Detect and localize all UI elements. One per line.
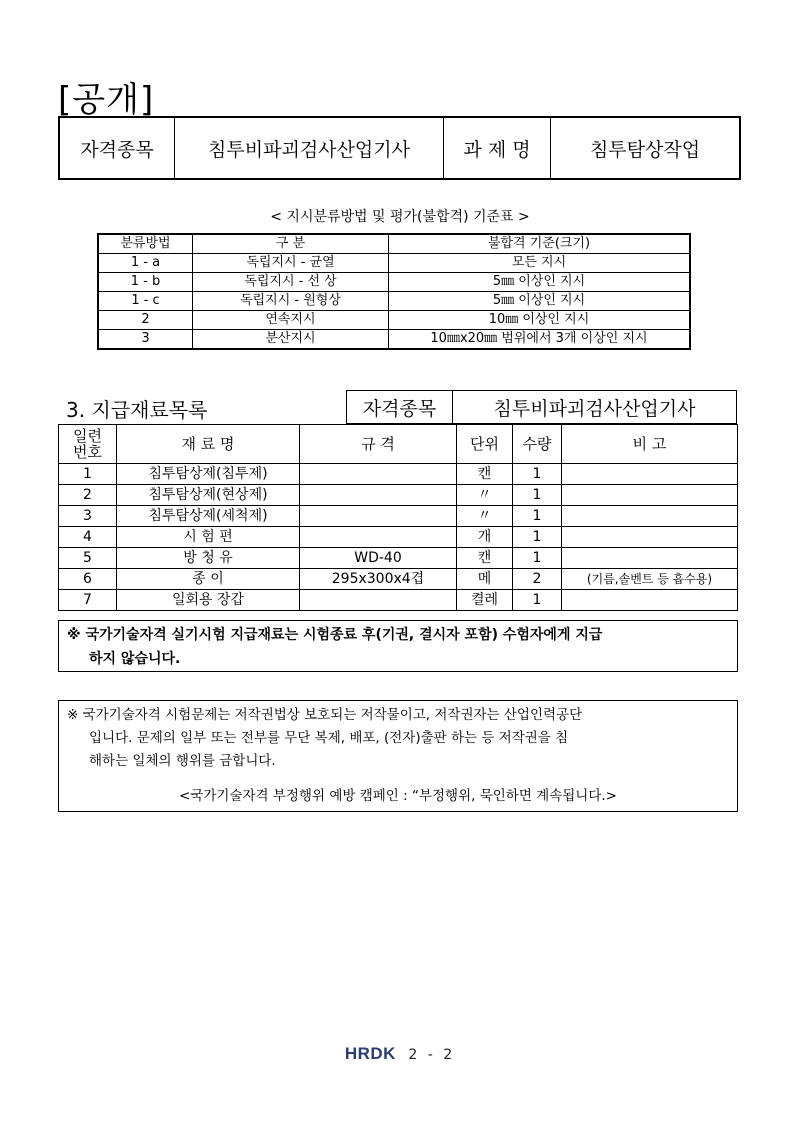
materials-cell: 4 [59, 527, 117, 548]
materials-cell: 캔 [457, 464, 513, 485]
materials-row [59, 485, 738, 506]
qual-value: 침투비파괴검사산업기사 [175, 117, 444, 179]
materials-cell [562, 548, 738, 569]
criteria-table [97, 233, 691, 350]
materials-cell: 종 이 [117, 569, 300, 590]
criteria-header-row [98, 234, 690, 254]
supply-notice [58, 620, 738, 672]
campaign-text: <국가기술자격 부정행위 예방 캠페인 : “부정행위, 묵인하면 계속됩니다.> [179, 788, 617, 804]
mat-header-qty: 수량 [513, 425, 562, 464]
qual-label: 자격종목 [59, 117, 175, 179]
mat-header-remark: 비 고 [562, 425, 738, 464]
materials-cell: 5 [59, 548, 117, 569]
materials-cell: 〃 [457, 506, 513, 527]
copyright-line2: 입니다. 문제의 일부 또는 전부를 무단 복제, 배포, (전자)출판 하는 등 저작권을 침 [89, 730, 569, 746]
materials-header-row [59, 425, 738, 464]
criteria-cell: 10㎜ 이상인 지시 [389, 311, 691, 330]
materials-cell: 1 [513, 506, 562, 527]
criteria-cell: 연속지시 [193, 311, 389, 330]
criteria-cell: 10㎜x20㎜ 범위에서 3개 이상인 지시 [389, 330, 691, 350]
materials-cell: 7 [59, 590, 117, 611]
materials-cell [562, 590, 738, 611]
materials-cell: 침투탐상제(세척제) [117, 506, 300, 527]
criteria-header-limit: 불합격 기준(크기) [389, 234, 691, 254]
criteria-header-type: 구 분 [193, 234, 389, 254]
criteria-header-method: 분류방법 [98, 234, 193, 254]
materials-row [59, 548, 738, 569]
criteria-cell: 독립지시 - 균열 [193, 254, 389, 273]
criteria-cell: 1 - c [98, 292, 193, 311]
materials-cell [300, 485, 457, 506]
section-qual-value: 침투비파괴검사산업기사 [493, 397, 696, 420]
materials-cell: 3 [59, 506, 117, 527]
criteria-caption: < 지시분류방법 및 평가(불합격) 기준표 > [270, 209, 530, 225]
criteria-cell: 분산지시 [193, 330, 389, 350]
materials-cell: 침투탐상제(현상제) [117, 485, 300, 506]
section-qual-label: 자격종목 [347, 391, 453, 423]
materials-cell [300, 506, 457, 527]
materials-row [59, 527, 738, 548]
materials-cell: 1 [513, 527, 562, 548]
criteria-cell: 1 - a [98, 254, 193, 273]
page-heading: [공개] [58, 80, 155, 120]
materials-cell [300, 464, 457, 485]
mat-header-no: 일련 번호 [59, 425, 117, 464]
copyright-notice [58, 700, 738, 812]
materials-row [59, 590, 738, 611]
materials-row [59, 464, 738, 485]
criteria-cell: 모든 지시 [389, 254, 691, 273]
materials-cell: 2 [59, 485, 117, 506]
qualification-info-table [58, 116, 741, 180]
criteria-cell: 독립지시 - 원형상 [193, 292, 389, 311]
criteria-cell: 독립지시 - 선 상 [193, 273, 389, 292]
materials-cell: 켤레 [457, 590, 513, 611]
materials-cell: 295x300x4겹 [300, 569, 457, 590]
criteria-cell: 1 - b [98, 273, 193, 292]
materials-cell [562, 485, 738, 506]
materials-cell: 개 [457, 527, 513, 548]
criteria-row [98, 311, 690, 330]
page-number: 2 - 2 [408, 1047, 456, 1063]
materials-cell: WD-40 [300, 548, 457, 569]
materials-cell: 1 [513, 464, 562, 485]
task-label: 과 제 명 [444, 117, 551, 179]
materials-cell: 침투탐상제(침투제) [117, 464, 300, 485]
materials-cell: 〃 [457, 485, 513, 506]
criteria-cell: 2 [98, 311, 193, 330]
materials-row [59, 569, 738, 590]
materials-cell: 1 [513, 590, 562, 611]
materials-cell: 2 [513, 569, 562, 590]
page-footer [0, 1044, 800, 1064]
materials-table [58, 424, 738, 611]
mat-header-spec: 규 격 [300, 425, 457, 464]
materials-cell: 1 [59, 464, 117, 485]
mat-header-unit: 단위 [457, 425, 513, 464]
criteria-cell: 5㎜ 이상인 지시 [389, 292, 691, 311]
materials-cell [562, 464, 738, 485]
criteria-row [98, 273, 690, 292]
materials-cell: 1 [513, 485, 562, 506]
criteria-row [98, 330, 690, 350]
hrdk-logo: HRDK [344, 1044, 396, 1063]
supply-notice-line1: ※ 국가기술자격 실기시험 지급재료는 시험종료 후(기권, 결시자 포함) 수험자에게 지급 [67, 627, 603, 643]
materials-cell: 일회용 장갑 [117, 590, 300, 611]
materials-cell [300, 527, 457, 548]
copyright-line1: ※ 국가기술자격 시험문제는 저작권법상 보호되는 저작물이고, 저작권자는 산업인력공단 [67, 707, 583, 723]
materials-cell [562, 527, 738, 548]
copyright-line3: 해하는 일체의 행위를 금합니다. [89, 753, 276, 769]
materials-cell: 1 [513, 548, 562, 569]
materials-cell: 시 험 편 [117, 527, 300, 548]
section-qualification-box [346, 390, 737, 424]
criteria-cell: 3 [98, 330, 193, 350]
materials-cell: (기름,솔벤트 등 흡수용) [562, 569, 738, 590]
materials-cell [562, 506, 738, 527]
section-title: 3. 지급재료목록 [66, 398, 208, 422]
task-value: 침투탐상작업 [551, 117, 741, 179]
criteria-row [98, 254, 690, 273]
supply-notice-line2: 하지 않습니다. [89, 651, 181, 667]
materials-cell: 6 [59, 569, 117, 590]
materials-cell [300, 590, 457, 611]
criteria-cell: 5㎜ 이상인 지시 [389, 273, 691, 292]
materials-cell: 캔 [457, 548, 513, 569]
materials-row [59, 506, 738, 527]
mat-header-name: 재 료 명 [117, 425, 300, 464]
materials-cell: 방 청 유 [117, 548, 300, 569]
materials-cell: 메 [457, 569, 513, 590]
criteria-row [98, 292, 690, 311]
